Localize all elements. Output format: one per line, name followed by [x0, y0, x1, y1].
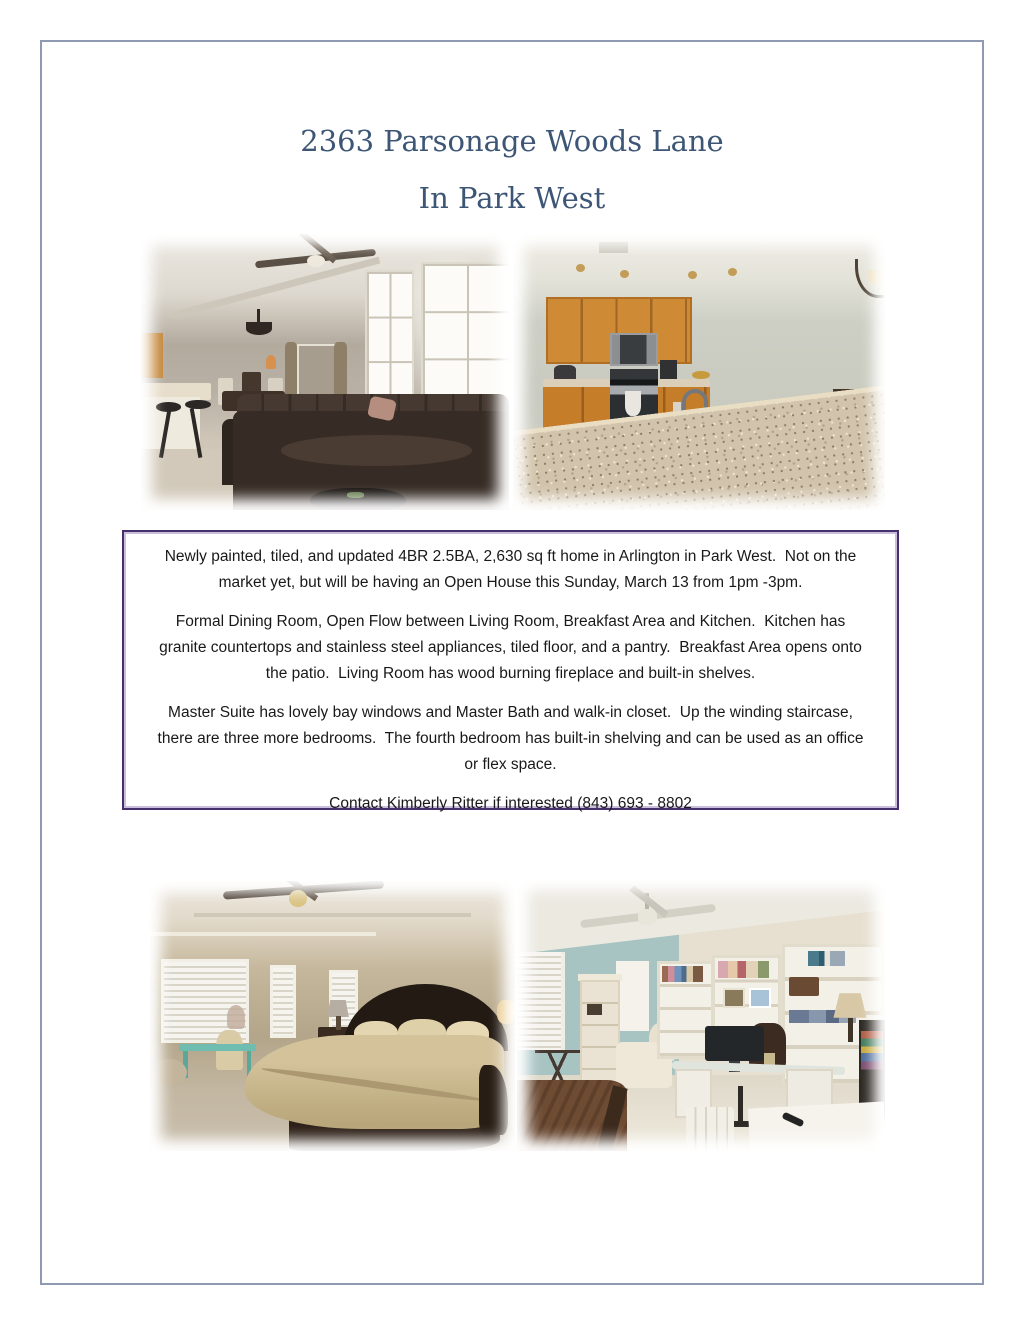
window — [421, 262, 509, 410]
ceiling-fan-hub — [307, 255, 325, 267]
window — [517, 952, 565, 1050]
lamp-base — [848, 1018, 853, 1042]
oven-towel — [625, 391, 642, 416]
lamp-base — [336, 1016, 341, 1030]
kitchen-cabinet — [141, 333, 163, 377]
dog-bed — [150, 1059, 187, 1086]
teal-desk-top — [179, 1044, 256, 1050]
coffee-maker — [660, 360, 677, 381]
tall-bookshelf — [580, 980, 620, 1094]
photo-kitchen — [513, 234, 885, 510]
white-chair — [686, 1107, 734, 1151]
white-table — [748, 1101, 885, 1151]
microwave — [610, 333, 658, 366]
chandelier — [246, 322, 272, 334]
page-subtitle: In Park West — [418, 181, 606, 215]
infobox-paragraph: Formal Dining Room, Open Flow between Living Room, Breakfast Area and Kitchen. Kitchen has granite countertops and stainless steel appliances, tiled floor, and a pantry. Breakfast Area opens onto the patio. Living Room has wood burning fireplace and built-in shelves. — [159, 613, 867, 683]
lamp-shade — [327, 1000, 349, 1018]
photo-master-bedroom — [150, 881, 515, 1151]
sofa-seat-highlight — [281, 435, 472, 465]
window — [365, 270, 413, 409]
photo-living-room — [141, 234, 509, 510]
game-boxes — [861, 1031, 883, 1085]
tray-ceiling-line — [194, 913, 471, 917]
ceiling-fan-hub — [638, 909, 656, 925]
sconce-shade — [868, 270, 885, 285]
toaster — [554, 365, 576, 380]
page-title: 2363 Parsonage Woods Lane — [300, 124, 724, 158]
photo-fourth-bedroom — [517, 879, 885, 1151]
flower-vase — [227, 1005, 245, 1029]
books-row — [662, 966, 702, 982]
window — [616, 961, 649, 1032]
picture-frame — [749, 988, 771, 1008]
bay-window — [270, 965, 296, 1038]
books-row — [808, 951, 845, 966]
ceiling-vent — [599, 242, 629, 253]
lamp-glow — [497, 1000, 515, 1024]
table-lamp — [266, 355, 276, 369]
shelf-item — [587, 1004, 602, 1015]
chair-pole — [738, 1086, 744, 1124]
picture-frame — [723, 988, 745, 1008]
table-items — [347, 492, 364, 498]
books-row — [718, 961, 770, 979]
infobox-paragraph: Master Suite has lovely bay windows and Master Bath and walk-in closet. Up the winding staircase, there are three more bedrooms. The fourth bedroom has built-in shelving and can be used as an office or flex space. — [157, 704, 868, 774]
infobox-contact: Contact Kimberly Ritter if interested (843) 693 - 8802 — [329, 795, 692, 813]
infobox-paragraph: Newly painted, tiled, and updated 4BR 2.5BA, 2,630 sq ft home in Arlington in Park West. Not on the market yet, but will be having an Open House this Sunday, March 13 from 1pm -3pm. — [164, 548, 861, 592]
basket — [789, 977, 818, 996]
monitor — [705, 1026, 764, 1061]
ceiling-fan-hub — [289, 890, 307, 906]
property-infobox — [122, 530, 899, 813]
crown-molding — [150, 932, 376, 936]
